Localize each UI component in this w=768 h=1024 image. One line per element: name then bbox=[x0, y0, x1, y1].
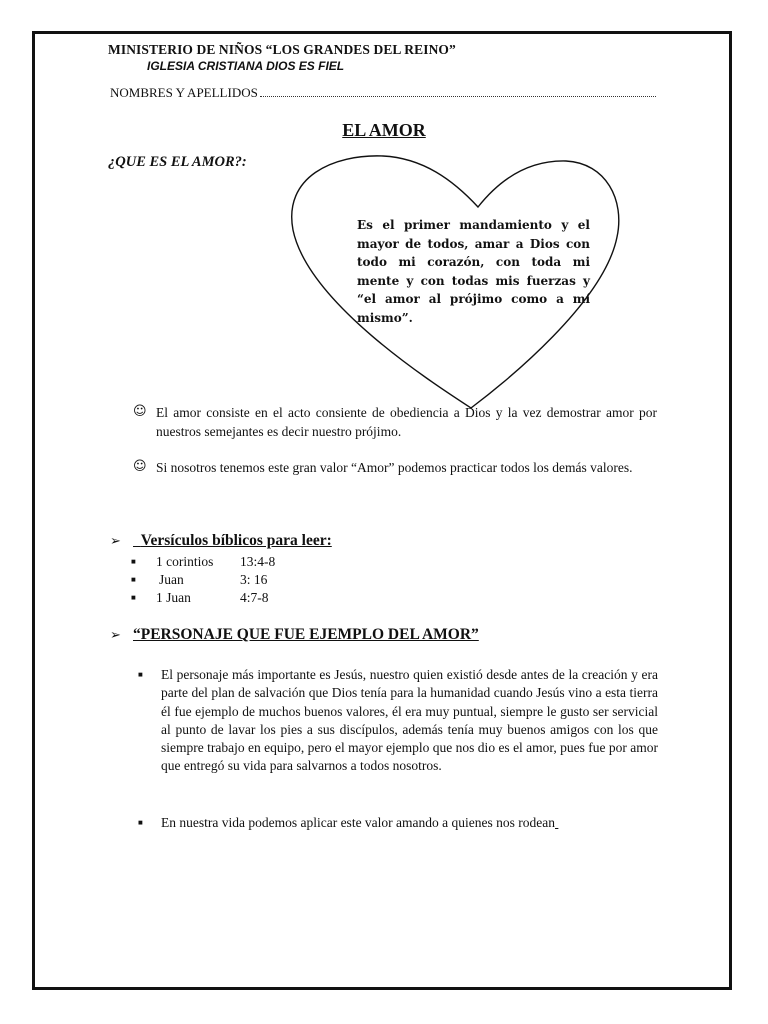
verse-item bbox=[131, 590, 269, 606]
smiley-point: Si nosotros tenemos este gran valor “Amor” podemos practicar todos los demás valores. bbox=[156, 460, 633, 475]
ministry-heading: MINISTERIO DE NIÑOS “LOS GRANDES DEL REINO” bbox=[108, 42, 456, 57]
square-bullet-icon: ■ bbox=[131, 575, 136, 584]
names-field[interactable] bbox=[110, 85, 656, 101]
square-bullet-icon: ■ bbox=[131, 593, 136, 602]
arrow-bullet-icon: ➢ bbox=[110, 534, 121, 549]
verse-ref: 3: 16 bbox=[240, 572, 268, 587]
arrow-bullet-icon: ➢ bbox=[110, 628, 121, 643]
character-heading: “PERSONAJE QUE FUE EJEMPLO DEL AMOR” bbox=[133, 626, 479, 643]
square-bullet-icon: ■ bbox=[131, 557, 136, 566]
verses-heading: Versículos bíblicos para leer: bbox=[140, 532, 332, 549]
heart-text: Es el primer mandamiento y el mayor de todos, amar a Dios con todo mi corazón, con toda mi mente y con todas mis fuerzas y “el amor al prójimo como a mí mismo”. bbox=[357, 218, 590, 325]
verse-book: Juan bbox=[159, 572, 184, 587]
square-bullet-icon: ■ bbox=[138, 670, 143, 679]
verse-book: 1 corintios bbox=[156, 554, 214, 569]
smiley-icon: ☺ bbox=[133, 459, 147, 474]
verse-ref: 13:4-8 bbox=[240, 554, 276, 569]
church-name: IGLESIA CRISTIANA DIOS ES FIEL bbox=[147, 59, 345, 73]
verse-book: 1 Juan bbox=[156, 590, 191, 605]
paragraph: En nuestra vida podemos aplicar este valor amando a quienes nos rodean bbox=[161, 815, 555, 830]
smiley-point: El amor consiste en el acto consiente de obediencia a Dios y la vez demostrar amor por nuestros semejantes es decir nuestro prójimo. bbox=[156, 405, 657, 439]
question-heading: ¿QUE ES EL AMOR?: bbox=[108, 154, 247, 170]
page-title: EL AMOR bbox=[342, 120, 426, 140]
paragraph: El personaje más importante es Jesús, nuestro quien existió desde antes de la creación y era parte del plan de salvación que Dios tenía para la humanidad cuando Jesús vino a esta tierra él fue ejemplo de muchos buenos valores, él era muy puntual, siempre le gusto ser servicial al punto de lavar los pies a sus discípulos, además tenía muy buenos amigos con los que siempre trabajo en equipo, pero el mayor ejemplo que nos dio es el amor, pues fue por amor que entregó su vida para salvarnos a todos nosotros. bbox=[161, 667, 658, 774]
names-label: NOMBRES Y APELLIDOS bbox=[110, 85, 258, 100]
smiley-icon: ☺ bbox=[133, 404, 147, 419]
names-dotted-line[interactable] bbox=[260, 85, 656, 97]
verse-item bbox=[131, 554, 275, 570]
verse-ref: 4:7-8 bbox=[240, 590, 269, 605]
verse-item bbox=[131, 572, 267, 588]
square-bullet-icon: ■ bbox=[138, 818, 143, 827]
